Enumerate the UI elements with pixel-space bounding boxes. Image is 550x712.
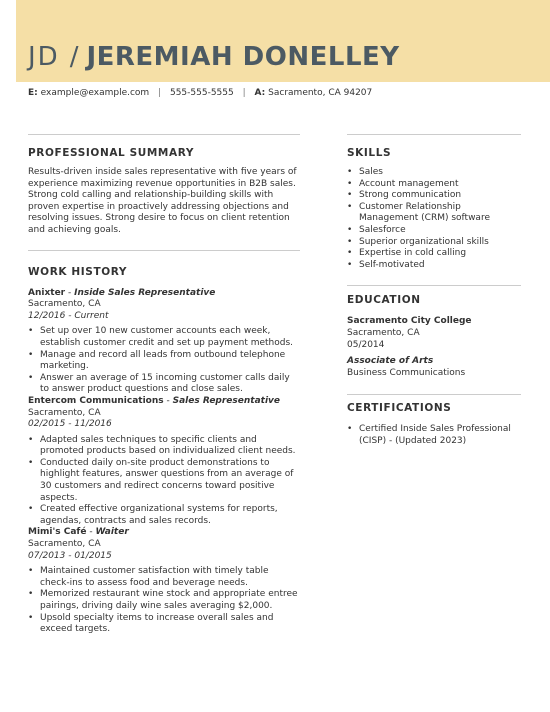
job-mimis	[28, 527, 300, 635]
list-item: • Superior organizational skills	[347, 237, 521, 249]
address-value: Sacramento, CA 94207	[268, 88, 373, 98]
list-item: • Sales	[347, 167, 521, 179]
full-name: JEREMIAH DONELLEY	[86, 42, 400, 72]
education-field: Business Communications	[347, 367, 466, 378]
summary-text: Results-driven inside sales representative with five years of experience maximizing revenue opportunities in B2B sales. Strong cold calling and relationship-building skills with proven expertise in proactively addressing objections and resolving issues. Strong desire to focus on client retention and achieving goals.	[28, 167, 297, 235]
email-label: E:	[28, 88, 38, 98]
summary-title: PROFESSIONAL SUMMARY	[28, 147, 195, 159]
education-degree: Associate of Arts	[347, 356, 434, 367]
resume-name	[28, 40, 400, 74]
job-role: Waiter	[95, 527, 129, 538]
list-item: • Manage and record all leads from outbound telephone marketing.	[28, 350, 300, 373]
certifications-list	[347, 424, 521, 447]
name-initials: JD	[28, 42, 60, 72]
list-item: • Maintained customer satisfaction with timely table check-ins to assess food and beverage needs.	[28, 566, 300, 589]
address-label: A:	[254, 88, 266, 98]
email-value[interactable]: example@example.com	[40, 88, 150, 98]
list-item: • Created effective organizational systems for reports, agendas, contracts and sales records.	[28, 504, 300, 527]
job-heading	[28, 288, 300, 300]
skills-list	[347, 167, 521, 271]
job-role: Sales Representative	[172, 395, 281, 406]
contact-divider: |	[242, 88, 246, 98]
list-item: • Account management	[347, 179, 521, 191]
job-company: Anixter	[28, 287, 66, 298]
list-item: • Upsold specialty items to increase overall sales and exceed targets.	[28, 613, 300, 636]
work-history-title: WORK HISTORY	[28, 265, 128, 278]
contact-divider: |	[158, 88, 162, 98]
list-item: • Conducted daily on-site product demonstrations to highlight features, answer questions from an average of 30 customers and redirect concerns toward positive aspects.	[28, 458, 300, 504]
list-item: • Salesforce	[347, 225, 521, 237]
list-item: • Strong communication	[347, 190, 521, 202]
name-separator: /	[69, 42, 79, 72]
job-role: Inside Sales Representative	[74, 287, 216, 298]
job-bullets	[28, 566, 300, 636]
education-title: EDUCATION	[347, 294, 421, 307]
job-heading	[28, 527, 300, 539]
job-location: Sacramento, CA	[28, 539, 101, 550]
job-entercom	[28, 396, 300, 528]
left-column	[28, 134, 300, 636]
job-dates: 02/2015 - 11/2016	[28, 419, 112, 430]
certifications-title: CERTIFICATIONS	[347, 402, 452, 415]
job-dash: -	[163, 395, 173, 406]
phone-value[interactable]: 555-555-5555	[169, 88, 234, 98]
list-item: • Expertise in cold calling	[347, 248, 521, 260]
list-item: • Certified Inside Sales Professional (CISP) - (Updated 2023)	[347, 424, 521, 447]
list-item: • Adapted sales techniques to specific clients and promoted products based on individualized client needs.	[28, 435, 300, 458]
job-location: Sacramento, CA	[28, 299, 101, 310]
job-company: Entercom Communications	[28, 395, 164, 406]
list-item: • Set up over 10 new customer accounts each week, establish customer credit and set up payment methods.	[28, 326, 300, 349]
list-item: • Self-motivated	[347, 260, 521, 272]
job-dash: -	[86, 527, 96, 538]
job-heading	[28, 396, 300, 408]
skills-title: SKILLS	[347, 147, 392, 159]
job-location: Sacramento, CA	[28, 407, 101, 418]
right-column	[347, 134, 521, 448]
job-dash: -	[65, 287, 75, 298]
job-bullets	[28, 326, 300, 396]
education-school: Sacramento City College	[347, 316, 472, 327]
list-item: • Memorized restaurant wine stock and appropriate entree pairings, driving daily wine sales averaging $2,000.	[28, 589, 300, 612]
job-anixter	[28, 288, 300, 396]
education-entry	[347, 316, 521, 379]
job-dates: 12/2016 - Current	[28, 310, 109, 321]
job-bullets	[28, 435, 300, 528]
contact-line	[28, 86, 372, 100]
list-item: • Customer Relationship Management (CRM) software	[347, 202, 521, 225]
education-date: 05/2014	[347, 339, 385, 350]
job-company: Mimi's Café	[28, 527, 87, 538]
education-location: Sacramento, CA	[347, 327, 420, 338]
list-item: • Answer an average of 15 incoming customer calls daily to answer product questions and close sales.	[28, 373, 300, 396]
job-dates: 07/2013 - 01/2015	[28, 550, 112, 561]
